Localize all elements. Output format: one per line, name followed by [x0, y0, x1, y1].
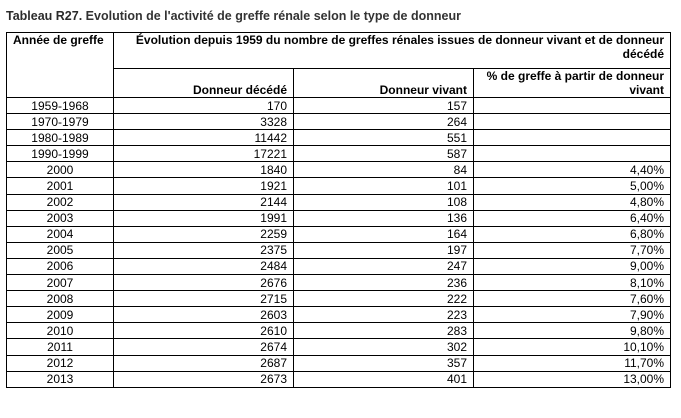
- percent-cell: 7,90%: [474, 307, 671, 323]
- table-row: [7, 130, 671, 146]
- deceased-cell: 2375: [114, 242, 294, 258]
- living-cell: 247: [294, 258, 474, 274]
- living-cell: 283: [294, 323, 474, 339]
- year-cell: 1959-1968: [7, 98, 114, 114]
- deceased-cell: 2484: [114, 258, 294, 274]
- deceased-cell: 11442: [114, 130, 294, 146]
- year-cell: 2000: [7, 162, 114, 178]
- table-body: [7, 98, 671, 388]
- percent-cell: [474, 98, 671, 114]
- percent-cell: 13,00%: [474, 371, 671, 387]
- year-cell: 2006: [7, 258, 114, 274]
- deceased-cell: 1991: [114, 210, 294, 226]
- percent-cell: 4,40%: [474, 162, 671, 178]
- percent-cell: [474, 146, 671, 162]
- table-row: [7, 258, 671, 274]
- percent-cell: 5,00%: [474, 178, 671, 194]
- percent-cell: 11,70%: [474, 355, 671, 371]
- deceased-cell: 2715: [114, 291, 294, 307]
- table-row: [7, 114, 671, 130]
- living-column-header: Donneur vivant: [294, 69, 474, 98]
- deceased-cell: 2673: [114, 371, 294, 387]
- living-cell: 157: [294, 98, 474, 114]
- year-cell: 1980-1989: [7, 130, 114, 146]
- year-cell: 2013: [7, 371, 114, 387]
- table-caption: Evolution de l'activité de greffe rénale selon le type de donneur: [85, 9, 461, 23]
- living-cell: 136: [294, 210, 474, 226]
- living-cell: 551: [294, 130, 474, 146]
- year-cell: 1970-1979: [7, 114, 114, 130]
- table-row: [7, 194, 671, 210]
- deceased-cell: 2676: [114, 275, 294, 291]
- living-cell: 302: [294, 339, 474, 355]
- deceased-cell: 1840: [114, 162, 294, 178]
- percent-cell: 9,80%: [474, 323, 671, 339]
- table-row: [7, 162, 671, 178]
- table-row: [7, 339, 671, 355]
- year-cell: 2003: [7, 210, 114, 226]
- living-cell: 222: [294, 291, 474, 307]
- deceased-cell: 3328: [114, 114, 294, 130]
- table-row: [7, 307, 671, 323]
- transplant-table: [6, 32, 671, 388]
- year-cell: 2012: [7, 355, 114, 371]
- living-cell: 401: [294, 371, 474, 387]
- deceased-cell: 17221: [114, 146, 294, 162]
- percent-cell: 6,40%: [474, 210, 671, 226]
- living-cell: 264: [294, 114, 474, 130]
- percent-cell: [474, 130, 671, 146]
- deceased-column-header: Donneur décédé: [114, 69, 294, 98]
- deceased-cell: 1921: [114, 178, 294, 194]
- living-cell: 223: [294, 307, 474, 323]
- living-cell: 84: [294, 162, 474, 178]
- year-cell: 2001: [7, 178, 114, 194]
- percent-cell: 4,80%: [474, 194, 671, 210]
- table-row: [7, 355, 671, 371]
- table-row: [7, 178, 671, 194]
- percent-cell: [474, 114, 671, 130]
- living-cell: 108: [294, 194, 474, 210]
- table-row: [7, 323, 671, 339]
- deceased-cell: 2603: [114, 307, 294, 323]
- living-cell: 197: [294, 242, 474, 258]
- percent-cell: 9,00%: [474, 258, 671, 274]
- year-cell: 2008: [7, 291, 114, 307]
- deceased-cell: 2687: [114, 355, 294, 371]
- table-number: Tableau R27.: [6, 9, 83, 23]
- year-cell: 2005: [7, 242, 114, 258]
- deceased-cell: 2144: [114, 194, 294, 210]
- living-cell: 101: [294, 178, 474, 194]
- table-row: [7, 291, 671, 307]
- percent-cell: 8,10%: [474, 275, 671, 291]
- table-row: [7, 371, 671, 387]
- deceased-cell: 2674: [114, 339, 294, 355]
- year-cell: 2010: [7, 323, 114, 339]
- table-row: [7, 242, 671, 258]
- deceased-cell: 170: [114, 98, 294, 114]
- table-row: [7, 146, 671, 162]
- table-row: [7, 226, 671, 242]
- percent-cell: 6,80%: [474, 226, 671, 242]
- year-column-header: Année de greffe: [7, 33, 114, 98]
- year-cell: 2004: [7, 226, 114, 242]
- table-row: [7, 210, 671, 226]
- living-cell: 164: [294, 226, 474, 242]
- year-cell: 2009: [7, 307, 114, 323]
- table-row: [7, 98, 671, 114]
- living-cell: 587: [294, 146, 474, 162]
- table-row: [7, 275, 671, 291]
- deceased-cell: 2259: [114, 226, 294, 242]
- living-cell: 236: [294, 275, 474, 291]
- deceased-cell: 2610: [114, 323, 294, 339]
- percent-cell: 10,10%: [474, 339, 671, 355]
- percent-cell: 7,60%: [474, 291, 671, 307]
- group-column-header: Évolution depuis 1959 du nombre de greffes rénales issues de donneur vivant et de donneur décédé: [114, 33, 671, 69]
- table-title: [6, 9, 461, 23]
- year-cell: 2002: [7, 194, 114, 210]
- percent-column-header: % de greffe à partir de donneur vivant: [474, 69, 671, 98]
- percent-cell: 7,70%: [474, 242, 671, 258]
- year-cell: 2011: [7, 339, 114, 355]
- year-cell: 1990-1999: [7, 146, 114, 162]
- year-cell: 2007: [7, 275, 114, 291]
- living-cell: 357: [294, 355, 474, 371]
